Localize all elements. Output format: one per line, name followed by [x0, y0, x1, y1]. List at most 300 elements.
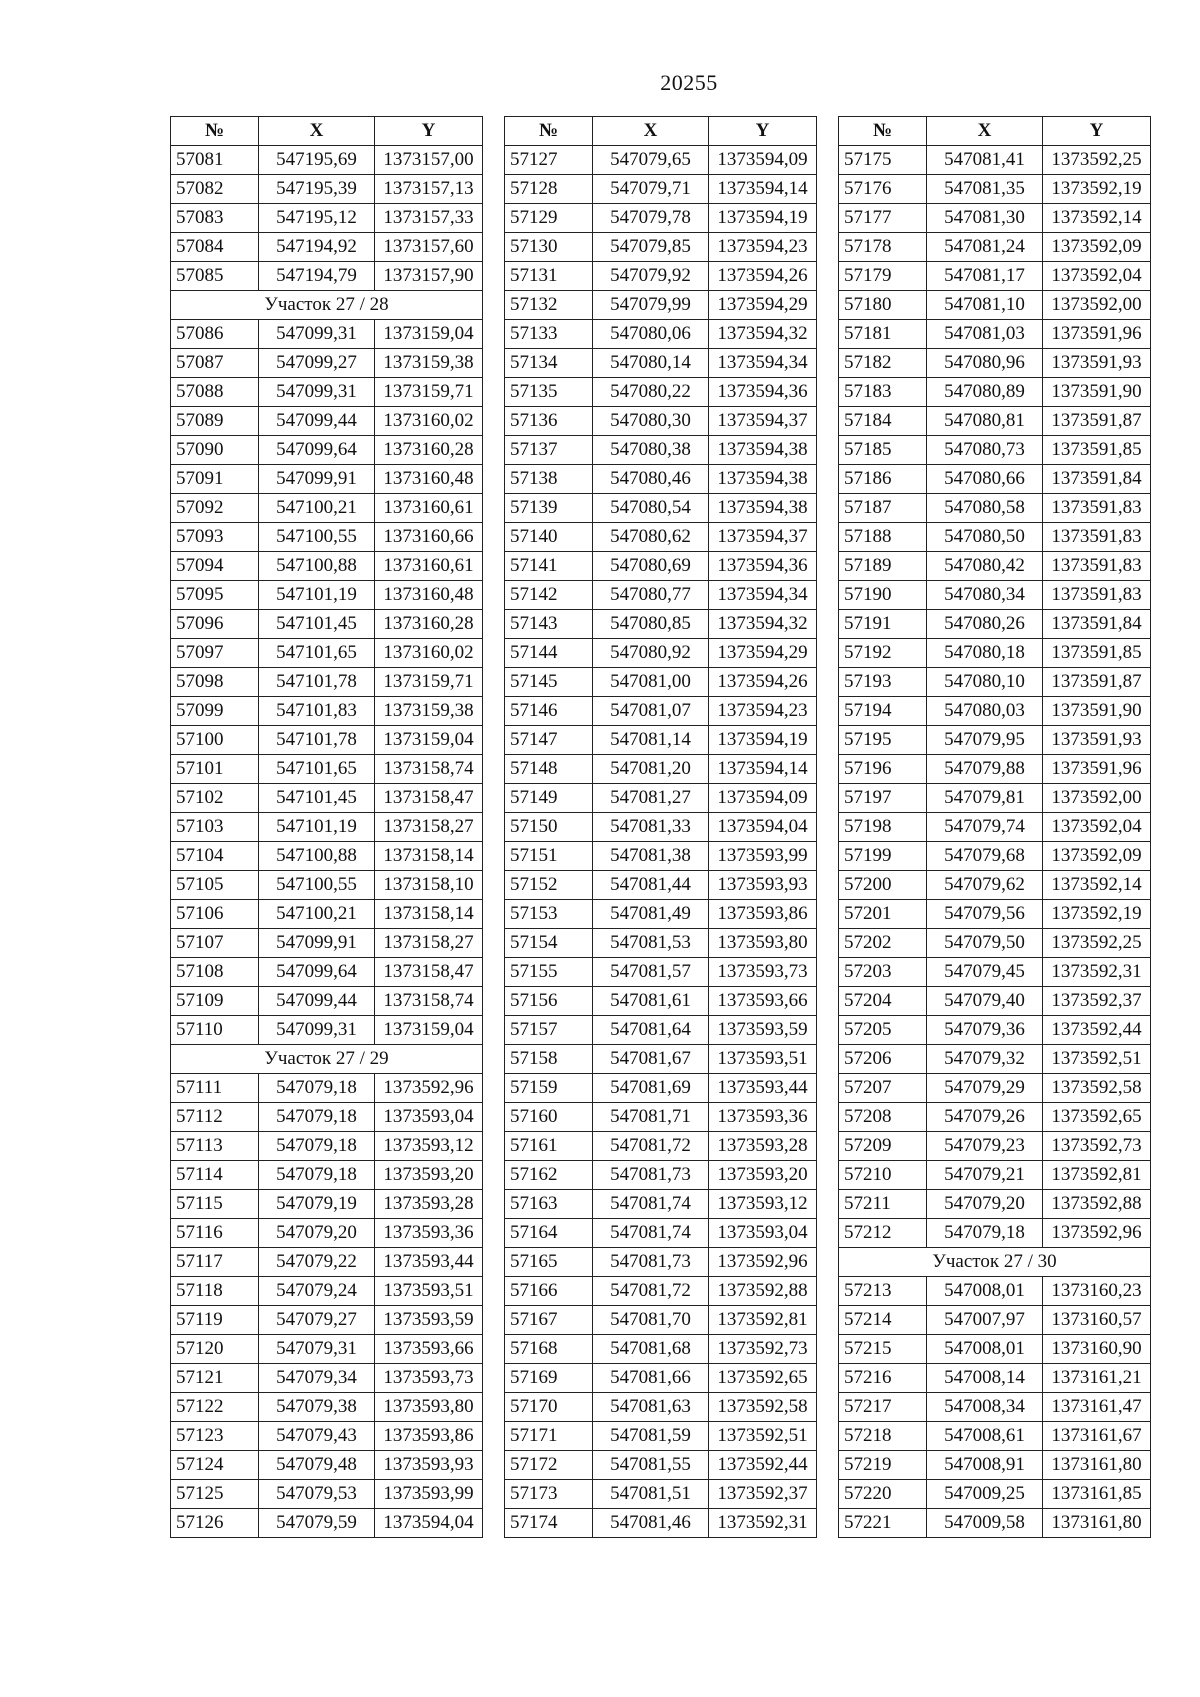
x-coordinate: 547100,88 [259, 842, 375, 871]
point-number: 57159 [505, 1074, 593, 1103]
table-row [505, 1074, 817, 1103]
x-coordinate: 547081,44 [593, 871, 709, 900]
table-row [505, 842, 817, 871]
y-coordinate: 1373592,81 [709, 1306, 817, 1335]
y-coordinate: 1373594,04 [375, 1509, 483, 1538]
point-number: 57132 [505, 291, 593, 320]
point-number: 57091 [171, 465, 259, 494]
point-number: 57209 [839, 1132, 927, 1161]
header-no: № [839, 117, 927, 146]
point-number: 57174 [505, 1509, 593, 1538]
x-coordinate: 547079,18 [259, 1132, 375, 1161]
x-coordinate: 547080,54 [593, 494, 709, 523]
point-number: 57152 [505, 871, 593, 900]
x-coordinate: 547080,22 [593, 378, 709, 407]
point-number: 57163 [505, 1190, 593, 1219]
table-row [171, 1393, 483, 1422]
point-number: 57202 [839, 929, 927, 958]
y-coordinate: 1373591,96 [1043, 755, 1151, 784]
point-number: 57183 [839, 378, 927, 407]
table-row [171, 1016, 483, 1045]
x-coordinate: 547079,99 [593, 291, 709, 320]
header-x: X [593, 117, 709, 146]
point-number: 57141 [505, 552, 593, 581]
point-number: 57086 [171, 320, 259, 349]
header-y: Y [375, 117, 483, 146]
x-coordinate: 547079,27 [259, 1306, 375, 1335]
x-coordinate: 547080,06 [593, 320, 709, 349]
table-row [171, 407, 483, 436]
point-number: 57093 [171, 523, 259, 552]
point-number: 57173 [505, 1480, 593, 1509]
table-header-row [171, 117, 483, 146]
table-row [505, 1103, 817, 1132]
point-number: 57127 [505, 146, 593, 175]
x-coordinate: 547080,73 [927, 436, 1043, 465]
y-coordinate: 1373593,66 [375, 1335, 483, 1364]
x-coordinate: 547079,95 [927, 726, 1043, 755]
table-row [839, 610, 1151, 639]
point-number: 57140 [505, 523, 593, 552]
point-number: 57090 [171, 436, 259, 465]
y-coordinate: 1373593,99 [709, 842, 817, 871]
point-number: 57092 [171, 494, 259, 523]
x-coordinate: 547079,92 [593, 262, 709, 291]
y-coordinate: 1373592,96 [1043, 1219, 1151, 1248]
y-coordinate: 1373591,93 [1043, 349, 1151, 378]
table-row [171, 1161, 483, 1190]
table-row [171, 262, 483, 291]
point-number: 57218 [839, 1422, 927, 1451]
x-coordinate: 547081,00 [593, 668, 709, 697]
point-number: 57190 [839, 581, 927, 610]
y-coordinate: 1373592,65 [1043, 1103, 1151, 1132]
table-row [839, 349, 1151, 378]
y-coordinate: 1373592,65 [709, 1364, 817, 1393]
y-coordinate: 1373593,28 [709, 1132, 817, 1161]
y-coordinate: 1373593,44 [709, 1074, 817, 1103]
x-coordinate: 547079,40 [927, 987, 1043, 1016]
x-coordinate: 547079,88 [927, 755, 1043, 784]
table-row [171, 204, 483, 233]
table-row [171, 1364, 483, 1393]
x-coordinate: 547079,21 [927, 1161, 1043, 1190]
table-row [839, 1306, 1151, 1335]
y-coordinate: 1373593,12 [709, 1190, 817, 1219]
table-row [839, 697, 1151, 726]
table-row [171, 639, 483, 668]
x-coordinate: 547080,03 [927, 697, 1043, 726]
x-coordinate: 547079,18 [259, 1103, 375, 1132]
y-coordinate: 1373593,20 [709, 1161, 817, 1190]
x-coordinate: 547081,74 [593, 1190, 709, 1219]
point-number: 57150 [505, 813, 593, 842]
table-row [839, 378, 1151, 407]
x-coordinate: 547079,18 [259, 1161, 375, 1190]
y-coordinate: 1373160,02 [375, 407, 483, 436]
table-row [505, 813, 817, 842]
x-coordinate: 547079,81 [927, 784, 1043, 813]
y-coordinate: 1373158,74 [375, 755, 483, 784]
point-number: 57134 [505, 349, 593, 378]
section-title: Участок 27 / 30 [839, 1248, 1151, 1277]
y-coordinate: 1373593,59 [375, 1306, 483, 1335]
y-coordinate: 1373161,67 [1043, 1422, 1151, 1451]
table-row [505, 175, 817, 204]
point-number: 57101 [171, 755, 259, 784]
point-number: 57206 [839, 1045, 927, 1074]
point-number: 57154 [505, 929, 593, 958]
point-number: 57144 [505, 639, 593, 668]
point-number: 57106 [171, 900, 259, 929]
y-coordinate: 1373591,96 [1043, 320, 1151, 349]
y-coordinate: 1373592,58 [1043, 1074, 1151, 1103]
table-row [839, 523, 1151, 552]
x-coordinate: 547081,24 [927, 233, 1043, 262]
x-coordinate: 547081,64 [593, 1016, 709, 1045]
y-coordinate: 1373592,51 [1043, 1045, 1151, 1074]
y-coordinate: 1373594,32 [709, 320, 817, 349]
x-coordinate: 547081,68 [593, 1335, 709, 1364]
y-coordinate: 1373591,83 [1043, 581, 1151, 610]
section-title: Участок 27 / 28 [171, 291, 483, 320]
y-coordinate: 1373593,93 [375, 1451, 483, 1480]
point-number: 57147 [505, 726, 593, 755]
y-coordinate: 1373593,73 [375, 1364, 483, 1393]
x-coordinate: 547009,58 [927, 1509, 1043, 1538]
point-number: 57089 [171, 407, 259, 436]
table-row [839, 929, 1151, 958]
table-row [505, 1306, 817, 1335]
point-number: 57164 [505, 1219, 593, 1248]
y-coordinate: 1373160,28 [375, 610, 483, 639]
table-row [505, 436, 817, 465]
x-coordinate: 547080,92 [593, 639, 709, 668]
y-coordinate: 1373592,73 [709, 1335, 817, 1364]
table-row [505, 639, 817, 668]
table-row [505, 291, 817, 320]
x-coordinate: 547195,69 [259, 146, 375, 175]
point-number: 57201 [839, 900, 927, 929]
x-coordinate: 547099,27 [259, 349, 375, 378]
point-number: 57105 [171, 871, 259, 900]
x-coordinate: 547099,64 [259, 436, 375, 465]
point-number: 57103 [171, 813, 259, 842]
table-row [171, 378, 483, 407]
table-row [505, 929, 817, 958]
point-number: 57189 [839, 552, 927, 581]
x-coordinate: 547081,30 [927, 204, 1043, 233]
table-row [839, 1422, 1151, 1451]
table-row [505, 407, 817, 436]
y-coordinate: 1373593,04 [375, 1103, 483, 1132]
y-coordinate: 1373594,04 [709, 813, 817, 842]
y-coordinate: 1373594,37 [709, 523, 817, 552]
x-coordinate: 547081,72 [593, 1132, 709, 1161]
point-number: 57131 [505, 262, 593, 291]
point-number: 57123 [171, 1422, 259, 1451]
x-coordinate: 547079,38 [259, 1393, 375, 1422]
x-coordinate: 547080,30 [593, 407, 709, 436]
point-number: 57148 [505, 755, 593, 784]
table-row [839, 1335, 1151, 1364]
x-coordinate: 547079,59 [259, 1509, 375, 1538]
y-coordinate: 1373594,26 [709, 262, 817, 291]
table-row [839, 755, 1151, 784]
y-coordinate: 1373157,90 [375, 262, 483, 291]
point-number: 57160 [505, 1103, 593, 1132]
table-row [505, 320, 817, 349]
point-number: 57111 [171, 1074, 259, 1103]
x-coordinate: 547079,20 [259, 1219, 375, 1248]
x-coordinate: 547080,34 [927, 581, 1043, 610]
table-row [839, 871, 1151, 900]
table-row [839, 146, 1151, 175]
y-coordinate: 1373591,83 [1043, 494, 1151, 523]
point-number: 57194 [839, 697, 927, 726]
point-number: 57094 [171, 552, 259, 581]
table-row [839, 987, 1151, 1016]
table-row [505, 262, 817, 291]
table-row [839, 320, 1151, 349]
y-coordinate: 1373592,09 [1043, 233, 1151, 262]
table-row [171, 1277, 483, 1306]
table-row [505, 1277, 817, 1306]
table-row [839, 1364, 1151, 1393]
x-coordinate: 547099,31 [259, 320, 375, 349]
table-row [171, 987, 483, 1016]
table-row [171, 175, 483, 204]
y-coordinate: 1373592,00 [1043, 291, 1151, 320]
x-coordinate: 547194,92 [259, 233, 375, 262]
x-coordinate: 547079,53 [259, 1480, 375, 1509]
y-coordinate: 1373160,28 [375, 436, 483, 465]
point-number: 57087 [171, 349, 259, 378]
x-coordinate: 547081,53 [593, 929, 709, 958]
y-coordinate: 1373592,37 [709, 1480, 817, 1509]
y-coordinate: 1373161,80 [1043, 1451, 1151, 1480]
table-row [505, 697, 817, 726]
table-row [171, 1509, 483, 1538]
point-number: 57122 [171, 1393, 259, 1422]
point-number: 57107 [171, 929, 259, 958]
point-number: 57108 [171, 958, 259, 987]
header-no: № [171, 117, 259, 146]
y-coordinate: 1373592,88 [1043, 1190, 1151, 1219]
header-y: Y [709, 117, 817, 146]
point-number: 57217 [839, 1393, 927, 1422]
table-row [171, 1103, 483, 1132]
y-coordinate: 1373594,23 [709, 233, 817, 262]
table-row [839, 958, 1151, 987]
point-number: 57135 [505, 378, 593, 407]
x-coordinate: 547079,18 [927, 1219, 1043, 1248]
table-row [171, 1219, 483, 1248]
x-coordinate: 547079,22 [259, 1248, 375, 1277]
table-row [839, 726, 1151, 755]
x-coordinate: 547079,24 [259, 1277, 375, 1306]
y-coordinate: 1373593,86 [375, 1422, 483, 1451]
point-number: 57119 [171, 1306, 259, 1335]
x-coordinate: 547007,97 [927, 1306, 1043, 1335]
x-coordinate: 547099,64 [259, 958, 375, 987]
table-row [505, 233, 817, 262]
header-y: Y [1043, 117, 1151, 146]
point-number: 57191 [839, 610, 927, 639]
point-number: 57170 [505, 1393, 593, 1422]
y-coordinate: 1373160,23 [1043, 1277, 1151, 1306]
y-coordinate: 1373161,85 [1043, 1480, 1151, 1509]
point-number: 57212 [839, 1219, 927, 1248]
coordinate-table-3 [838, 116, 1151, 1538]
x-coordinate: 547101,78 [259, 726, 375, 755]
x-coordinate: 547081,72 [593, 1277, 709, 1306]
x-coordinate: 547008,91 [927, 1451, 1043, 1480]
y-coordinate: 1373593,99 [375, 1480, 483, 1509]
point-number: 57180 [839, 291, 927, 320]
point-number: 57142 [505, 581, 593, 610]
table-row [171, 755, 483, 784]
table-row [839, 813, 1151, 842]
y-coordinate: 1373591,87 [1043, 668, 1151, 697]
y-coordinate: 1373592,73 [1043, 1132, 1151, 1161]
table-row [171, 1248, 483, 1277]
point-number: 57138 [505, 465, 593, 494]
point-number: 57126 [171, 1509, 259, 1538]
point-number: 57192 [839, 639, 927, 668]
table-row [505, 610, 817, 639]
point-number: 57184 [839, 407, 927, 436]
x-coordinate: 547081,46 [593, 1509, 709, 1538]
point-number: 57198 [839, 813, 927, 842]
y-coordinate: 1373594,23 [709, 697, 817, 726]
x-coordinate: 547081,61 [593, 987, 709, 1016]
point-number: 57179 [839, 262, 927, 291]
y-coordinate: 1373592,19 [1043, 900, 1151, 929]
table-row [505, 494, 817, 523]
y-coordinate: 1373160,02 [375, 639, 483, 668]
point-number: 57176 [839, 175, 927, 204]
x-coordinate: 547080,77 [593, 581, 709, 610]
point-number: 57121 [171, 1364, 259, 1393]
x-coordinate: 547079,34 [259, 1364, 375, 1393]
table-row [839, 1161, 1151, 1190]
x-coordinate: 547079,71 [593, 175, 709, 204]
table-row [171, 1335, 483, 1364]
x-coordinate: 547081,35 [927, 175, 1043, 204]
table-row [171, 146, 483, 175]
x-coordinate: 547081,57 [593, 958, 709, 987]
table-row [171, 784, 483, 813]
y-coordinate: 1373594,29 [709, 639, 817, 668]
y-coordinate: 1373592,96 [375, 1074, 483, 1103]
point-number: 57215 [839, 1335, 927, 1364]
y-coordinate: 1373593,66 [709, 987, 817, 1016]
point-number: 57158 [505, 1045, 593, 1074]
point-number: 57085 [171, 262, 259, 291]
table-row [171, 813, 483, 842]
table-row [505, 726, 817, 755]
x-coordinate: 547100,21 [259, 494, 375, 523]
x-coordinate: 547080,96 [927, 349, 1043, 378]
y-coordinate: 1373593,93 [709, 871, 817, 900]
y-coordinate: 1373591,83 [1043, 523, 1151, 552]
table-row [505, 523, 817, 552]
x-coordinate: 547080,81 [927, 407, 1043, 436]
y-coordinate: 1373593,28 [375, 1190, 483, 1219]
point-number: 57153 [505, 900, 593, 929]
x-coordinate: 547081,69 [593, 1074, 709, 1103]
table-row [505, 204, 817, 233]
table-row [171, 900, 483, 929]
point-number: 57129 [505, 204, 593, 233]
x-coordinate: 547080,62 [593, 523, 709, 552]
point-number: 57099 [171, 697, 259, 726]
x-coordinate: 547081,27 [593, 784, 709, 813]
point-number: 57082 [171, 175, 259, 204]
y-coordinate: 1373159,71 [375, 378, 483, 407]
table-row [171, 958, 483, 987]
table-row [839, 436, 1151, 465]
header-x: X [927, 117, 1043, 146]
table-row [171, 668, 483, 697]
point-number: 57113 [171, 1132, 259, 1161]
y-coordinate: 1373161,80 [1043, 1509, 1151, 1538]
x-coordinate: 547081,73 [593, 1248, 709, 1277]
x-coordinate: 547195,12 [259, 204, 375, 233]
y-coordinate: 1373592,37 [1043, 987, 1151, 1016]
x-coordinate: 547079,36 [927, 1016, 1043, 1045]
x-coordinate: 547101,45 [259, 784, 375, 813]
table-row [171, 494, 483, 523]
point-number: 57167 [505, 1306, 593, 1335]
section-title: Участок 27 / 29 [171, 1045, 483, 1074]
x-coordinate: 547079,50 [927, 929, 1043, 958]
x-coordinate: 547008,01 [927, 1335, 1043, 1364]
x-coordinate: 547101,65 [259, 755, 375, 784]
point-number: 57100 [171, 726, 259, 755]
y-coordinate: 1373594,09 [709, 784, 817, 813]
table-row [505, 1335, 817, 1364]
y-coordinate: 1373594,34 [709, 581, 817, 610]
point-number: 57133 [505, 320, 593, 349]
table-row [171, 1480, 483, 1509]
table-row [839, 233, 1151, 262]
x-coordinate: 547080,69 [593, 552, 709, 581]
y-coordinate: 1373159,04 [375, 320, 483, 349]
x-coordinate: 547079,74 [927, 813, 1043, 842]
table-row [839, 1219, 1151, 1248]
y-coordinate: 1373160,57 [1043, 1306, 1151, 1335]
table-row [839, 668, 1151, 697]
table-row [505, 1248, 817, 1277]
point-number: 57205 [839, 1016, 927, 1045]
table-row [839, 175, 1151, 204]
point-number: 57193 [839, 668, 927, 697]
x-coordinate: 547079,18 [259, 1074, 375, 1103]
x-coordinate: 547079,68 [927, 842, 1043, 871]
table-row [505, 465, 817, 494]
table-row [839, 1045, 1151, 1074]
y-coordinate: 1373592,44 [709, 1451, 817, 1480]
point-number: 57207 [839, 1074, 927, 1103]
y-coordinate: 1373591,93 [1043, 726, 1151, 755]
y-coordinate: 1373158,74 [375, 987, 483, 1016]
table-row [505, 1393, 817, 1422]
section-row [839, 1248, 1151, 1277]
point-number: 57155 [505, 958, 593, 987]
table-row [839, 1393, 1151, 1422]
